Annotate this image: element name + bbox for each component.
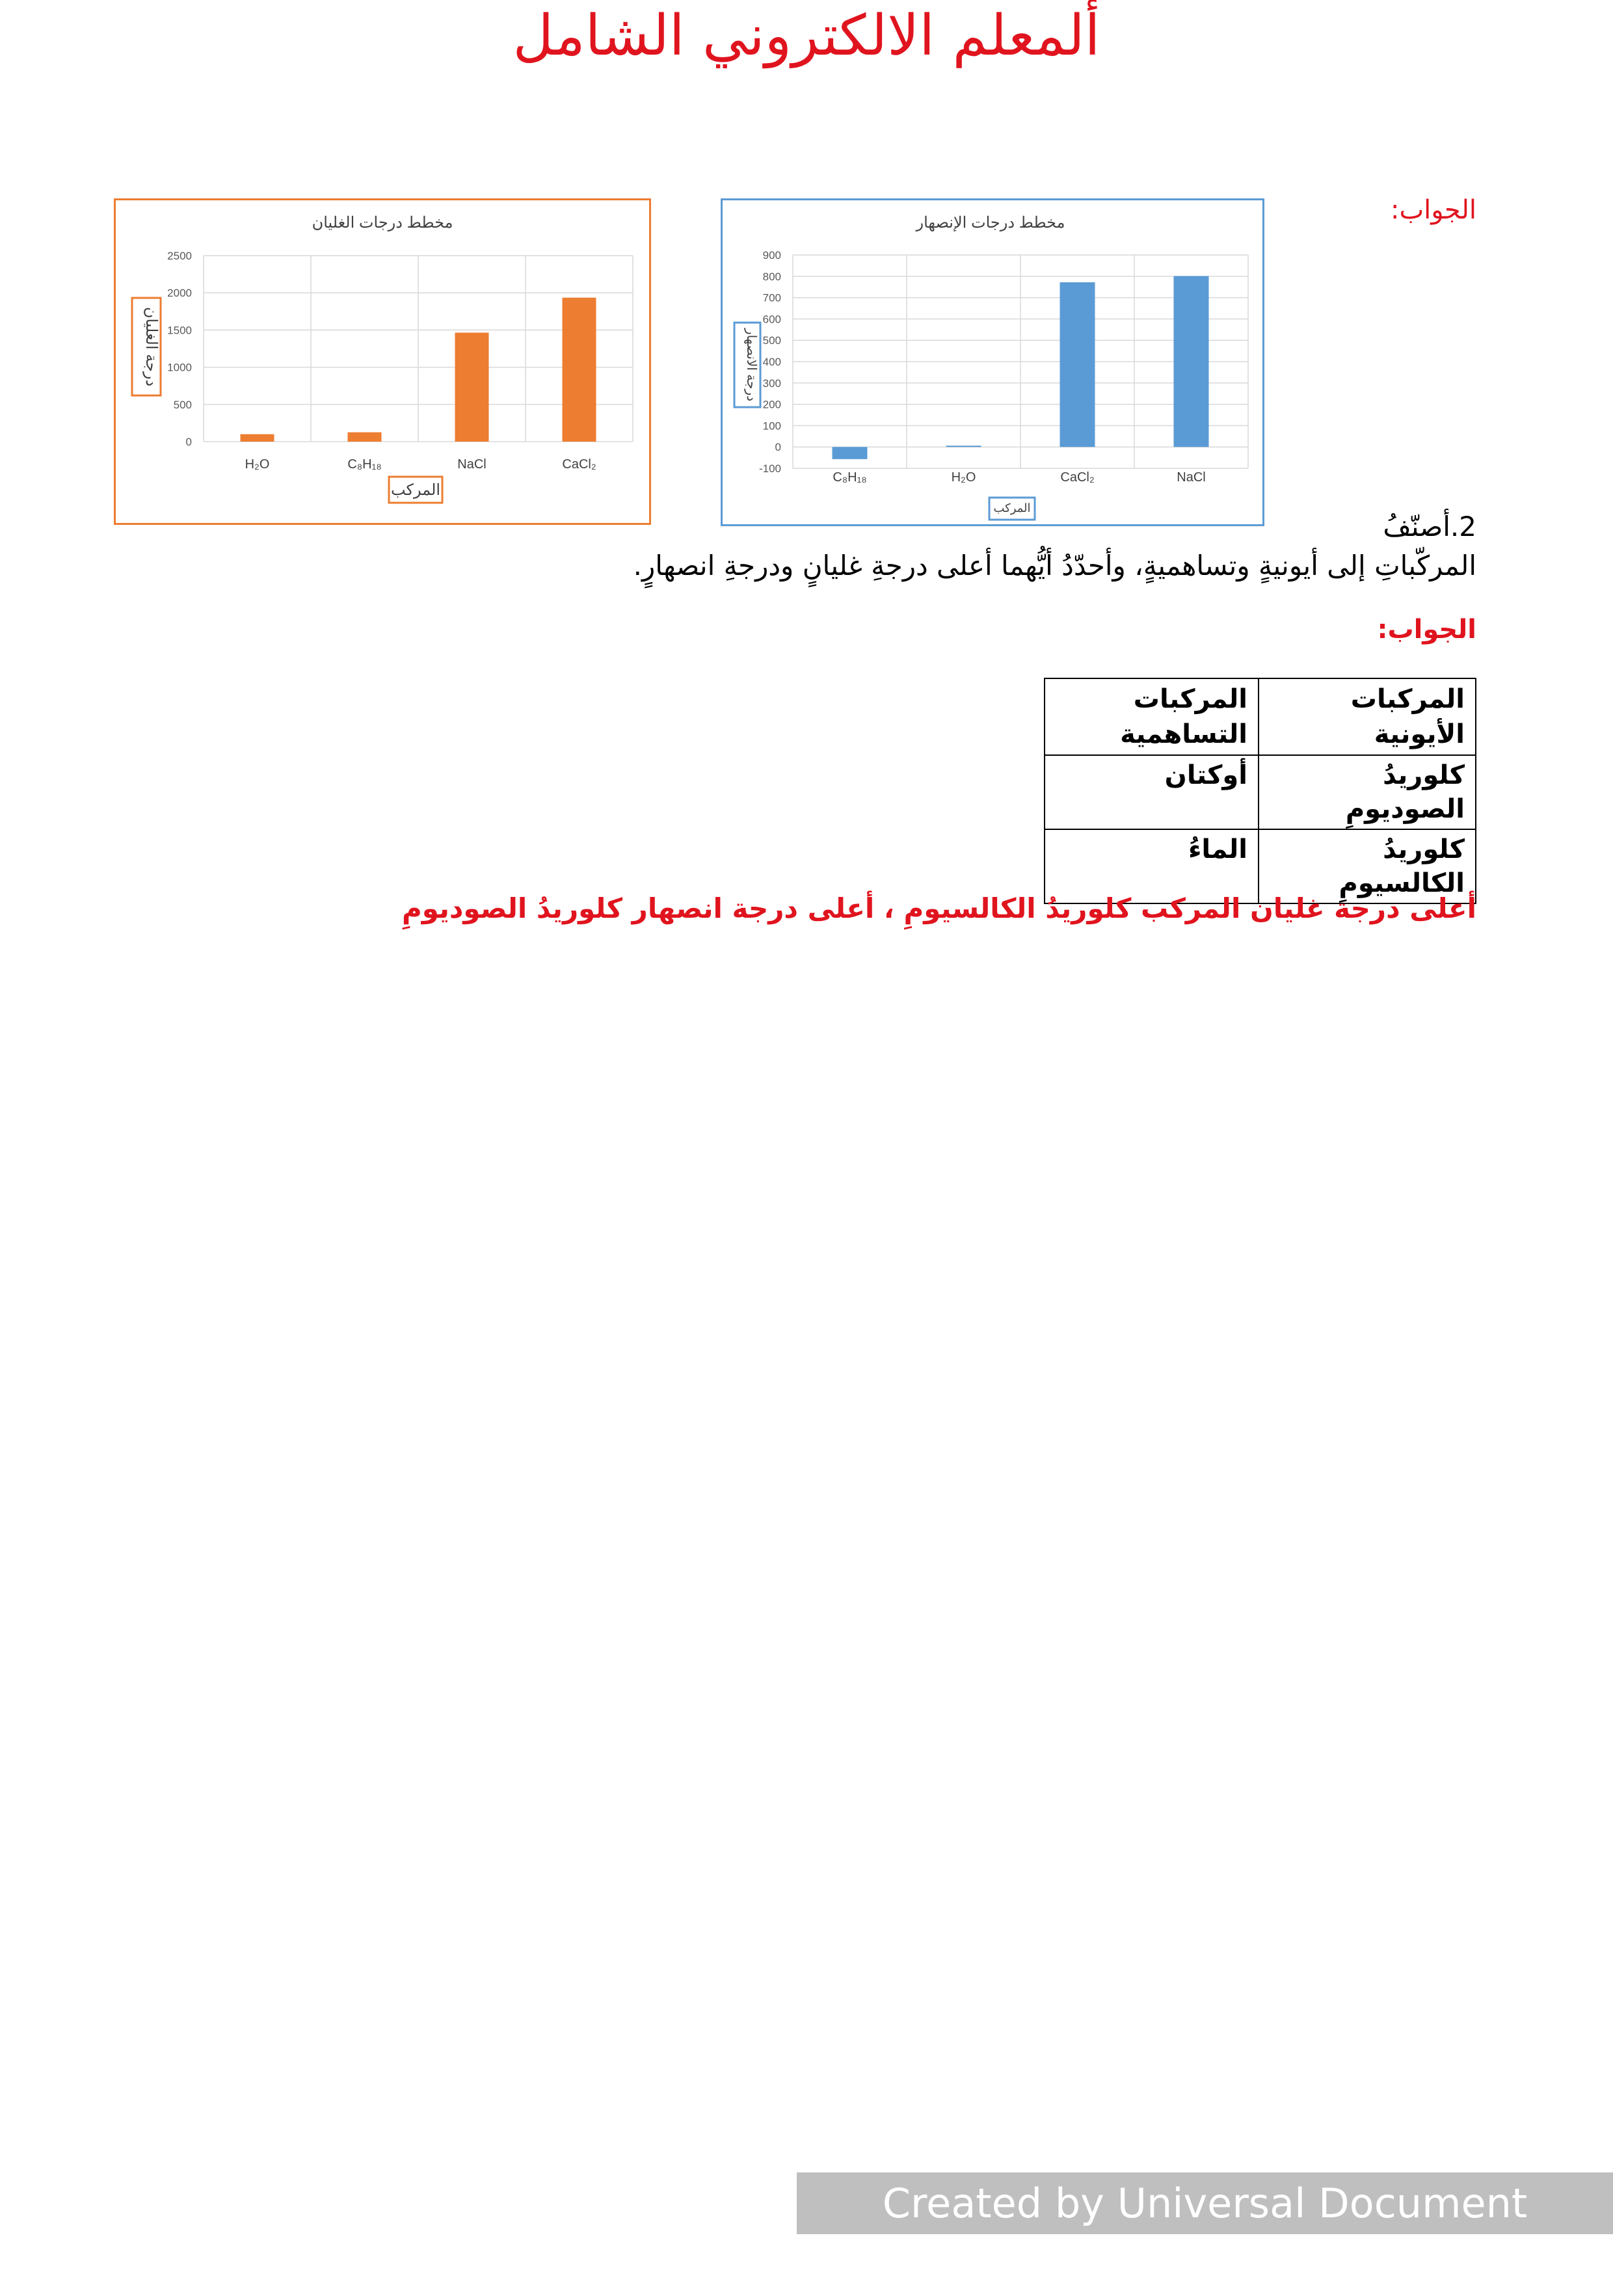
y-tick-label: 600 xyxy=(762,313,781,326)
bar xyxy=(241,434,274,442)
melting-point-chart xyxy=(721,198,1264,526)
bar xyxy=(455,332,489,442)
y-tick-label: 2500 xyxy=(167,250,192,262)
y-tick-label: 2000 xyxy=(167,287,192,300)
y-tick-label: 1000 xyxy=(167,361,192,374)
question-number: 2.أصنّفُ xyxy=(1383,511,1476,542)
boiling-point-chart-svg xyxy=(116,200,649,523)
ionic-header: المركبات الأيونية xyxy=(1259,678,1476,755)
bar xyxy=(833,447,868,459)
x-tick-label: H₂O xyxy=(245,457,270,472)
page-title: ألمعلم الالكتروني الشامل xyxy=(513,3,1100,68)
table-cell: أوكتان xyxy=(1045,755,1259,829)
question-text: المركّباتِ إلى أيونيةٍ وتساهميةٍ، وأحدّدُ أيُّهما أعلى درجةِ غليانٍ ودرجةِ انصهارٍ. xyxy=(633,550,1476,581)
watermark: Created by Universal Document Converter xyxy=(797,2172,1613,2234)
x-axis-label: المركب xyxy=(390,481,441,499)
classification-table xyxy=(1044,678,1476,904)
bar xyxy=(1174,276,1209,447)
x-tick-label: CaCl₂ xyxy=(1060,470,1095,485)
table-cell: الماءُ xyxy=(1045,829,1259,903)
y-tick-label: -100 xyxy=(758,462,781,475)
y-axis-label: درجة الغليان xyxy=(142,306,160,387)
y-tick-label: 700 xyxy=(762,291,781,304)
y-axis-label: درجة الانصهار xyxy=(744,328,758,402)
table-row xyxy=(1045,755,1476,829)
answer-label: الجواب: xyxy=(1390,195,1476,225)
covalent-header: المركبات التساهمية xyxy=(1045,678,1259,755)
chart-title: مخطط درجات الإنصهار xyxy=(916,214,1065,232)
conclusion-text: أعلى درجة غليان المركب كلوريدُ الكالسيومِ ، أعلى درجة انصهار كلوريدُ الصوديومِ xyxy=(401,892,1476,924)
x-tick-label: C₈H₁₈ xyxy=(347,457,382,472)
table-cell: كلوريدُ الصوديومِ xyxy=(1259,755,1476,829)
y-tick-label: 300 xyxy=(762,377,781,390)
y-tick-label: 500 xyxy=(762,334,781,347)
y-tick-label: 0 xyxy=(185,436,192,448)
chart-title: مخطط درجات الغليان xyxy=(312,214,453,232)
x-tick-label: H₂O xyxy=(951,470,976,485)
bar xyxy=(563,298,596,442)
y-tick-label: 0 xyxy=(775,441,781,454)
bar xyxy=(946,446,981,447)
y-tick-label: 900 xyxy=(762,249,781,261)
x-axis-label: المركب xyxy=(993,501,1031,514)
x-tick-label: NaCl xyxy=(1177,470,1206,485)
x-tick-label: NaCl xyxy=(457,457,487,472)
table-header-row xyxy=(1045,678,1476,755)
y-tick-label: 800 xyxy=(762,270,781,283)
y-tick-label: 400 xyxy=(762,356,781,368)
x-tick-label: C₈H₁₈ xyxy=(833,470,867,485)
x-tick-label: CaCl₂ xyxy=(562,457,596,472)
boiling-point-chart xyxy=(114,198,651,525)
y-tick-label: 1500 xyxy=(167,324,192,337)
bar xyxy=(1060,282,1095,447)
y-tick-label: 100 xyxy=(762,420,781,433)
melting-point-chart-svg xyxy=(723,200,1262,524)
y-tick-label: 200 xyxy=(762,398,781,411)
answer-label-bold: الجواب: xyxy=(1377,615,1476,645)
table-cell: كلوريدُ الكالسيومِ xyxy=(1259,829,1476,903)
bar xyxy=(348,433,382,442)
y-tick-label: 500 xyxy=(173,398,192,411)
